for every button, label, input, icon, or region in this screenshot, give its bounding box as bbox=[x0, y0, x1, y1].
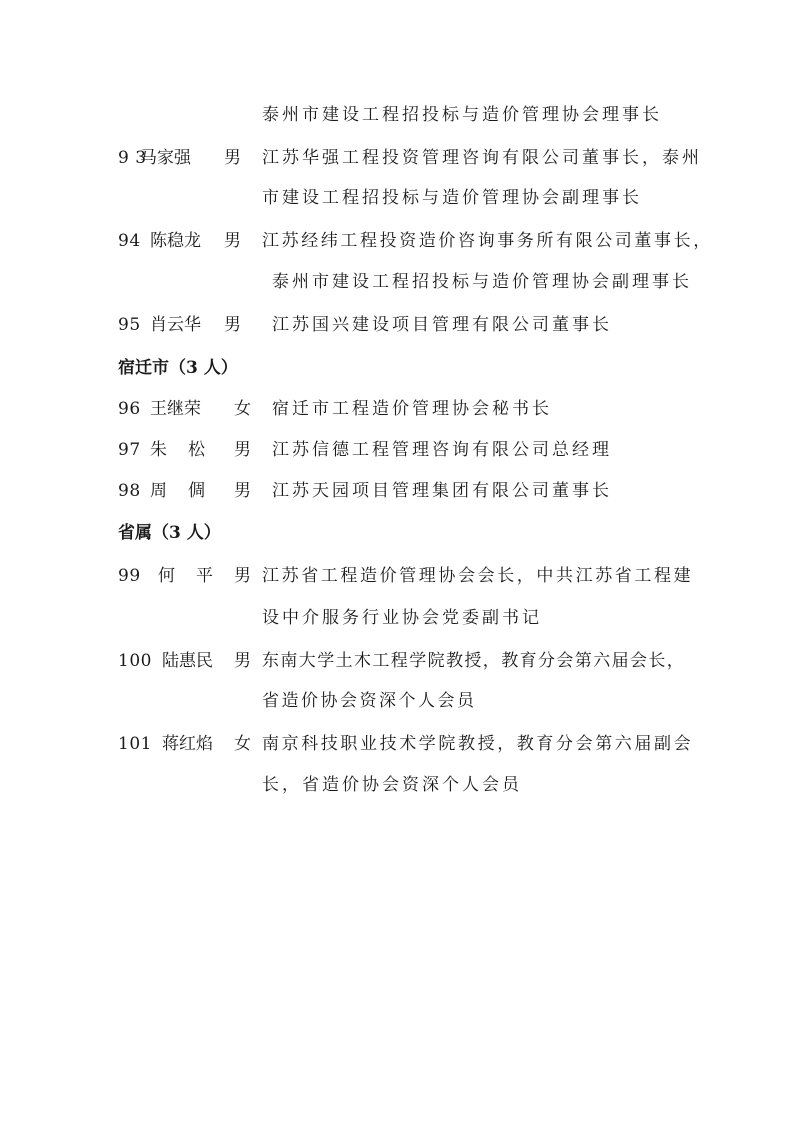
person-title: 江苏华强工程投资管理咨询有限公司董事长，泰州 bbox=[262, 148, 702, 168]
person-gender: 男 bbox=[224, 315, 241, 335]
person-title-continued: 市建设工程招投标与造价管理协会副理事长 bbox=[262, 188, 642, 208]
list-item bbox=[0, 650, 793, 672]
person-name: 马家强 bbox=[140, 148, 191, 168]
entry-number: 94 bbox=[118, 231, 141, 251]
person-title-continued: 省造价协会资深个人会员 bbox=[262, 691, 477, 711]
person-title: 江苏省工程造价管理协会会长，中共江苏省工程建 bbox=[262, 566, 694, 586]
person-title-continued: 设中介服务行业协会党委副书记 bbox=[262, 608, 542, 628]
list-item bbox=[0, 565, 793, 587]
person-title: 东南大学土木工程学院教授，教育分会第六届会长， bbox=[262, 651, 686, 671]
person-title: 南京科技职业技术学院教授，教育分会第六届副会 bbox=[262, 734, 694, 754]
section-heading-provincial: 省属（3 人） bbox=[118, 523, 221, 543]
entry-number: 100 bbox=[118, 651, 152, 671]
entry-number: 95 bbox=[118, 315, 141, 335]
person-title: 江苏信德工程管理咨询有限公司总经理 bbox=[272, 440, 612, 460]
entry-number: 9 3 bbox=[118, 148, 147, 168]
list-item bbox=[0, 733, 793, 755]
entry-number: 96 bbox=[118, 399, 141, 419]
person-name: 王继荣 bbox=[150, 399, 201, 419]
person-title: 宿迁市工程造价管理协会秘书长 bbox=[272, 399, 552, 419]
person-name: 周 倜 bbox=[150, 481, 207, 501]
continuation-line: 泰州市建设工程招投标与造价管理协会理事长 bbox=[262, 105, 662, 125]
section-heading-suqian: 宿迁市（3 人） bbox=[118, 358, 238, 378]
person-name: 陆惠民 bbox=[162, 651, 213, 671]
person-name: 何 平 bbox=[158, 566, 215, 586]
list-item bbox=[0, 147, 793, 169]
entry-number: 99 bbox=[118, 566, 141, 586]
person-gender: 男 bbox=[234, 566, 251, 586]
person-gender: 男 bbox=[234, 440, 251, 460]
entry-number: 97 bbox=[118, 440, 141, 460]
person-name: 朱 松 bbox=[150, 440, 207, 460]
list-item bbox=[0, 439, 793, 461]
person-gender: 男 bbox=[234, 651, 251, 671]
person-gender: 男 bbox=[224, 148, 241, 168]
person-gender: 女 bbox=[234, 734, 251, 754]
person-title: 江苏天园项目管理集团有限公司董事长 bbox=[272, 481, 612, 501]
list-item bbox=[0, 314, 793, 336]
list-item bbox=[0, 398, 793, 420]
person-gender: 男 bbox=[234, 481, 251, 501]
person-title: 江苏经纬工程投资造价咨询事务所有限公司董事长， bbox=[262, 231, 713, 251]
entry-number: 101 bbox=[118, 734, 152, 754]
person-title: 江苏国兴建设项目管理有限公司董事长 bbox=[272, 315, 612, 335]
person-title-continued: 长，省造价协会资深个人会员 bbox=[262, 775, 522, 795]
person-gender: 男 bbox=[224, 231, 241, 251]
person-gender: 女 bbox=[234, 399, 251, 419]
list-item bbox=[0, 230, 793, 252]
person-title-continued: 泰州市建设工程招投标与造价管理协会副理事长 bbox=[272, 272, 692, 292]
person-name: 陈稳龙 bbox=[150, 231, 201, 251]
person-name: 蒋红焰 bbox=[162, 734, 213, 754]
person-name: 肖云华 bbox=[150, 315, 201, 335]
entry-number: 98 bbox=[118, 481, 141, 501]
list-item bbox=[0, 480, 793, 502]
